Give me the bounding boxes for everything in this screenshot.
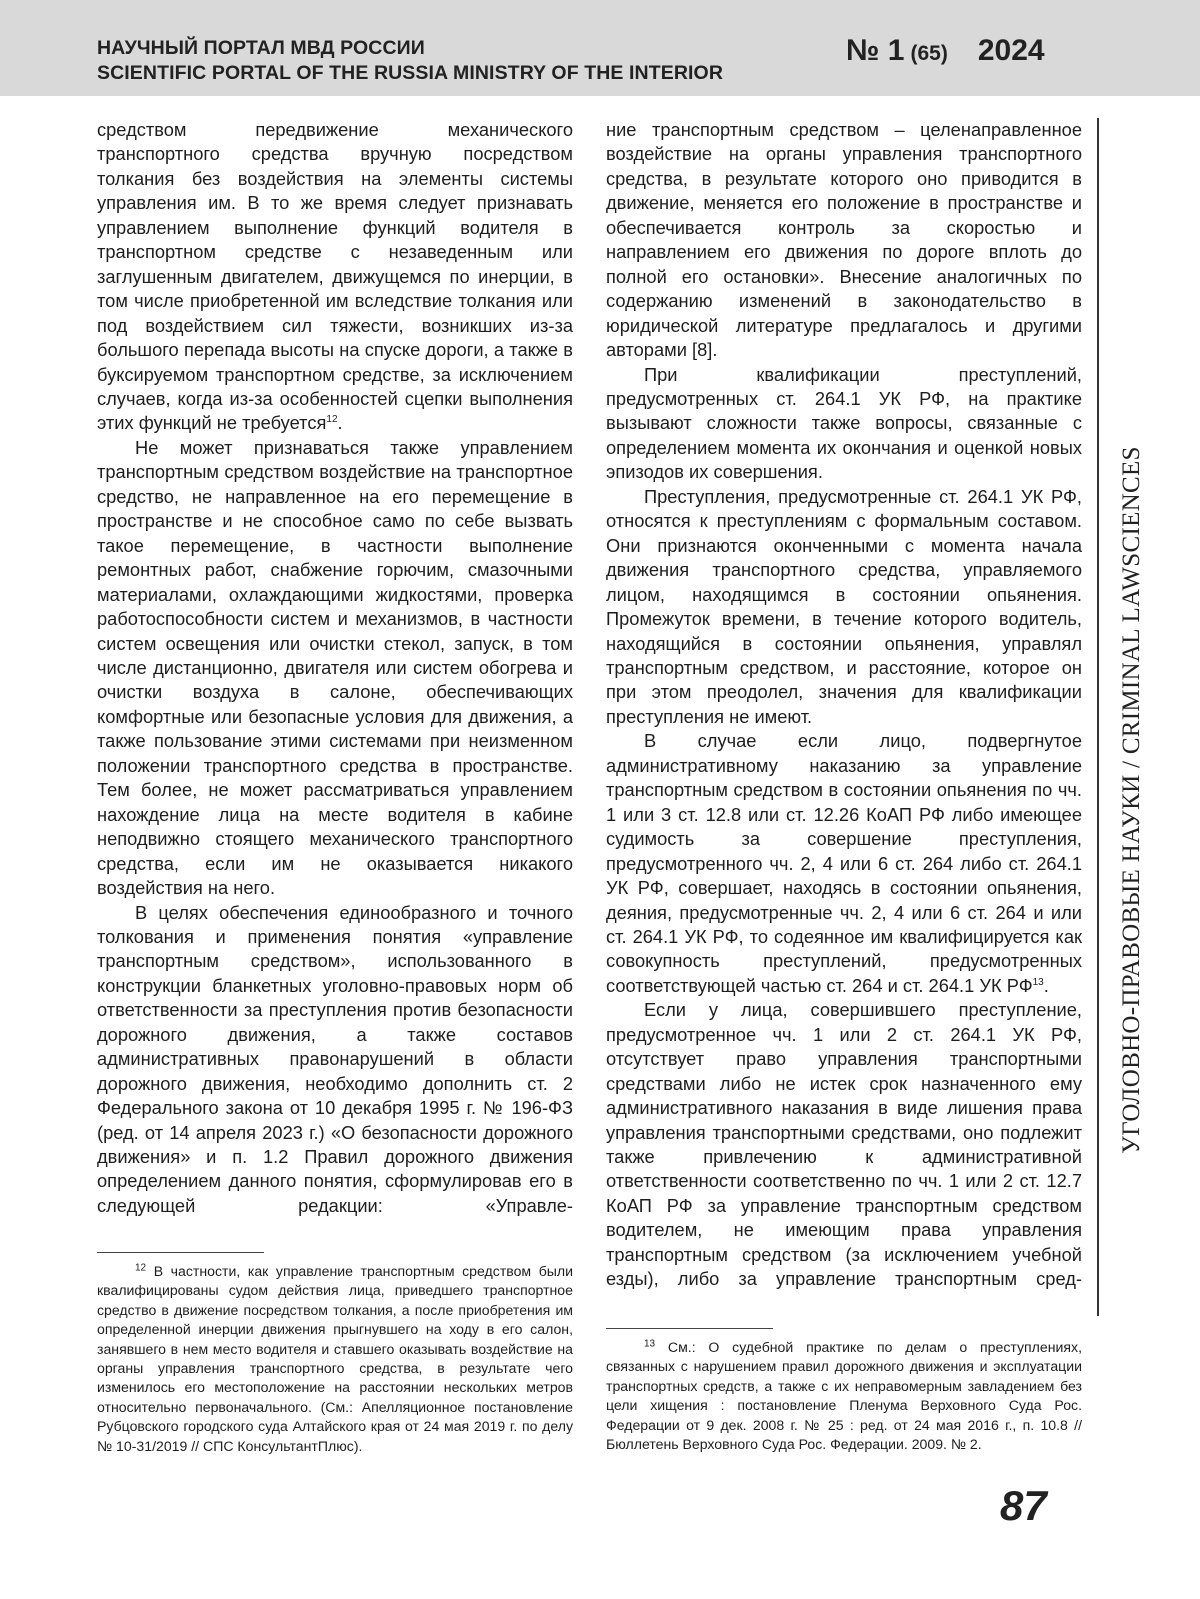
- issue-year: 2024: [977, 34, 1045, 67]
- right-paragraph-3: Преступления, предусмотренные ст. 264.1 УК РФ, относятся к преступлениям с формальным составом. Они признаются оконченными с момента начала движения транспортного средства, управляемого лицом, находящимся в состоянии опьянения. Промежуток времени, в течение которого водитель, находящийся в состоянии опьянения, управлял транспортным средством, и расстояние, которое он при этом преодолел, значения для квалификации преступления не имеют.: [606, 485, 1082, 727]
- issue-info: [846, 34, 1045, 68]
- left-column: [97, 118, 573, 1218]
- footnote-ref-13: 13: [1032, 976, 1044, 988]
- left-paragraph-2: Не может признаваться также управлением транспортным средством воздействие на транспортное средство, не направленное на его перемещение в пространстве и не способное само по себе вызвать такое перемещение, в частности выполнение ремонтных работ, снабжение горючим, смазочными материалами, охлаждающими жидкостями, проверка работоспособности систем и механизмов, в частности систем освещения или очистки стекол, запуск, в том числе дистанционно, двигателя или систем обогрева и очистки воздуха в салоне, обеспечивающих комфортные или безопасные условия для движения, а также пользование этими системами при неизменном положении транспортного средства в пространстве. Тем более, не может рассматриваться управлением нахождение лица на месте водителя в кабине неподвижно стоящего механического транспортного средства, если им не оказывается никакого воздействия на него.: [97, 436, 573, 899]
- footnote-divider-left: [97, 1252, 264, 1253]
- page-header: [0, 0, 1200, 96]
- right-paragraph-5: Если у лица, совершившего преступление, предусмотренное чч. 1 или 2 ст. 264.1 УК РФ, отсутствует право управления транспортными средствами либо не истек срок назначенного ему административного наказания в виде лишения права управления транспортными средствами, оно подлежит также привлечению к административной ответственности соответственно по чч. 1 или 2 ст. 12.7 КоАП РФ за управление транспортным средством водителем, не имеющим права управления транспортным средством (за исключением учебной езды), либо за управление транспортным сред-: [606, 999, 1082, 1290]
- right-paragraph-2: При квалификации преступлений, предусмотренных ст. 264.1 УК РФ, на практике вызывают сложности также вопросы, связанные с определением момента их окончания и оценкой новых эпизодов их совершения.: [606, 363, 1082, 483]
- right-column: [606, 118, 1082, 1292]
- journal-title-ru: НАУЧНЫЙ ПОРТАЛ МВД РОССИИ: [97, 37, 425, 59]
- footnote-13-text: См.: О судебной практике по делам о преступлениях, связанных с нарушением правил дорожного движения и эксплуатации транспортных средств, а также с их неправомерным завладением без цели хищения : постановление Пленума Верховного Суда Рос. Федерации от 9 дек. 2008 г. № 25 : ред. от 24 мая 2016 г., п. 10.8 // Бюллетень Верховного Суда Рос. Федерации. 2009. № 2.: [606, 1339, 1082, 1453]
- left-paragraph-1: средством передвижение механического транспортного средства вручную посредством толкания без воздействия на элементы системы управления им. В то же время следует признавать управлением выполнение функций водителя в транспортном средстве с незаведенным или заглушенным двигателем, движущемся по инерции, в том числе приобретенной им вследствие толкания или под воздействием сил тяжести, возникших из-за большого перепада высоты на спуске дороги, а также в буксируемом транспортном средстве, за исключением случаев, когда из-за особенностей сцепки выполнения этих функций не требуется$^{12}$.: [97, 119, 573, 434]
- footnote-12-number: 12: [135, 1262, 147, 1274]
- section-label: УГОЛОВНО-ПРАВОВЫЕ НАУКИ / CRIMINAL LAWSCIENCES: [1118, 446, 1145, 1154]
- footnote-divider-right: [606, 1328, 773, 1329]
- right-paragraph-1: ние транспортным средством – целенаправленное воздействие на органы управления транспортного средства, в результате которого оно приводится в движение, меняется его положение в пространстве и обеспечивается контроль за скоростью и направлением его движения по дороге вплоть до полной его остановки». Внесение аналогичных по содержанию изменений в законодательство в юридической литературе предлагалось и другими авторами [8].: [606, 119, 1082, 361]
- issue-number: № 1: [846, 34, 905, 67]
- section-divider-line: [1097, 118, 1099, 1316]
- footnote-12-text: В частности, как управление транспортным средством были квалифицированы судом действия лица, приведшего транспортное средство в движение посредством толкания, а после приобретения им определенной инерции движения прыгнувшего на ходу в его салон, занявшего в нем место водителя и ставшего оказывать воздействие на органы управления транспортного средства, в результате чего изменилось его местоположение на расстоянии нескольких метров относительно первоначального. (См.: Апелляционное постановление Рубцовского городского суда Алтайского края от 24 мая 2019 г. по делу № 10-31/2019 // СПС КонсультантПлюс).: [97, 1263, 573, 1454]
- footnote-ref-12: 12: [326, 414, 338, 426]
- footnote-12: [97, 1262, 573, 1456]
- left-paragraph-3: В целях обеспечения единообразного и точного толкования и применения понятия «управление транспортным средством», использованного в конструкции бланкетных уголовно-правовых норм об ответственности за преступления против безопасности дорожного движения, а также составов административных правонарушений в области дорожного движения, необходимо дополнить ст. 2 Федерального закона от 10 декабря 1995 г. № 196-ФЗ (ред. от 14 апреля 2023 г.) «О безопасности дорожного движения» и п. 1.2 Правил дорожного движения определением данного понятия, сформулировав его в следующей редакции: «Управле-: [97, 901, 573, 1216]
- footnote-13-number: 13: [644, 1338, 656, 1350]
- issue-total-number: (65): [910, 42, 948, 65]
- page-number: 87: [1000, 1482, 1047, 1529]
- journal-title-en: SCIENTIFIC PORTAL OF THE RUSSIA MINISTRY OF THE INTERIOR: [97, 62, 724, 84]
- right-paragraph-4: В случае если лицо, подвергнутое административному наказанию за управление транспортным средством в состоянии опьянения по чч. 1 или 3 ст. 12.8 или ст. 12.26 КоАП РФ либо имеющее судимость за совершение преступления, предусмотренного чч. 2, 4 или 6 ст. 264 либо ст. 264.1 УК РФ, совершает, находясь в состоянии опьянения, деяния, предусмотренные чч. 2, 4 или 6 ст. 264 и или ст. 264.1 УК РФ, то содеянное им квалифицируется как совокупность преступлений, предусмотренных соответствующей частью ст. 264 и ст. 264.1 УК РФ$^{13}$.: [606, 730, 1082, 996]
- footnote-13: [606, 1338, 1082, 1454]
- journal-title: [97, 36, 723, 86]
